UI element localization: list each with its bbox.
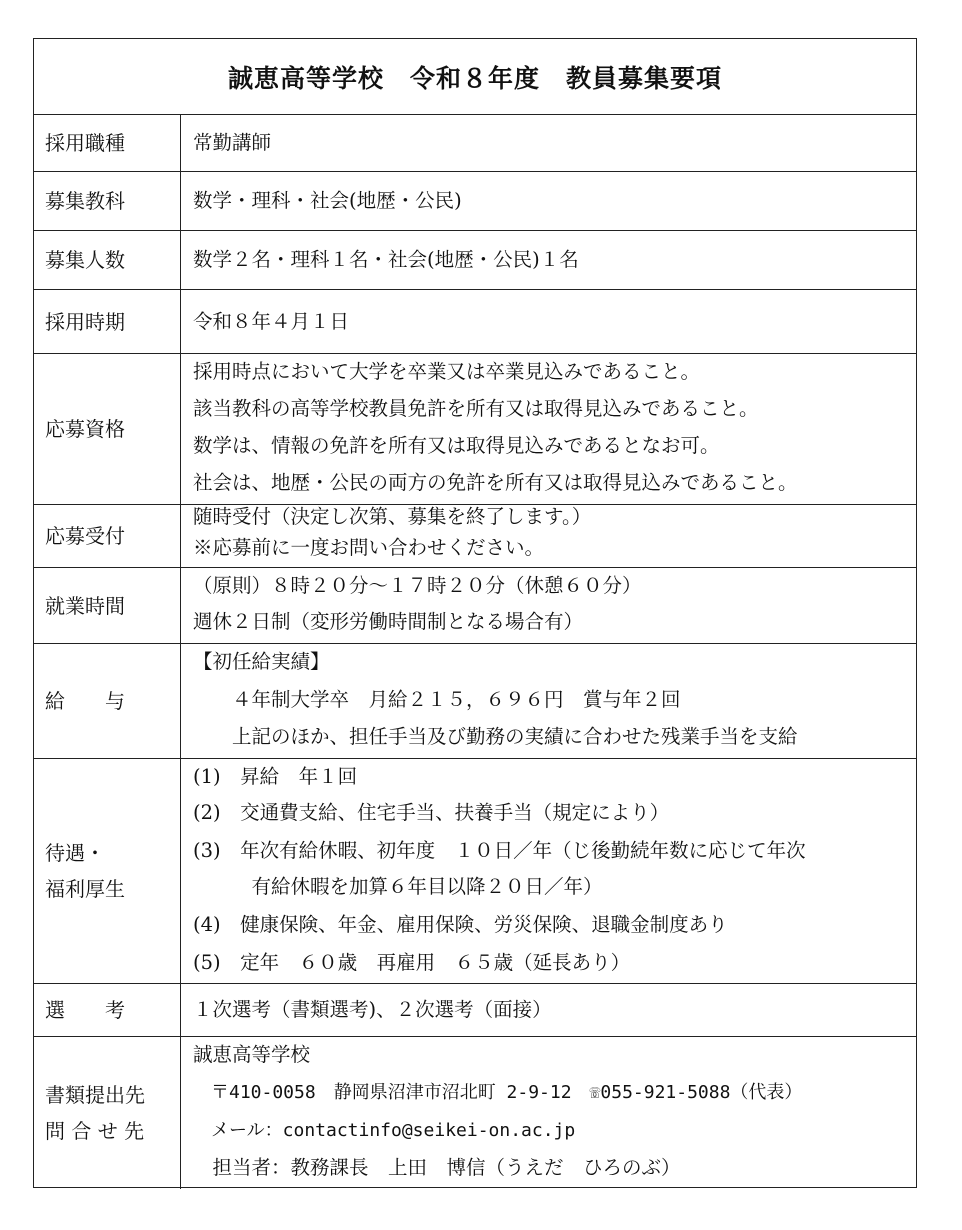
content-line: (1) 昇給 年１回 xyxy=(193,765,358,788)
row-content xyxy=(181,354,916,504)
row-content xyxy=(181,644,916,758)
row-benefits xyxy=(34,759,916,984)
row-label xyxy=(34,172,181,230)
content-line: 上記のほか、担任手当及び勤務の実績に合わせた残業手当を支給 xyxy=(193,725,798,748)
row-label xyxy=(34,354,181,504)
content-line: ※応募前に一度お問い合わせください。 xyxy=(193,536,545,559)
row-label xyxy=(34,505,181,567)
content-line: １次選考（書類選考)、２次選考（面接） xyxy=(193,998,552,1021)
row-content xyxy=(181,984,916,1036)
row-label xyxy=(34,984,181,1036)
content-line: 採用時点において大学を卒業又は卒業見込みであること。 xyxy=(193,360,701,383)
contact-email-line: メール：contactinfo@seikei-on.ac.jp xyxy=(193,1120,576,1141)
row-content xyxy=(181,1037,916,1189)
row-headcount xyxy=(34,231,916,290)
content-line: 数学・理科・社会(地歴・公民) xyxy=(193,189,462,212)
row-salary xyxy=(34,644,916,759)
label-text: 応募受付 xyxy=(45,524,125,548)
contact-address-line: 〒410-0058 静岡県沼津市沼北町 2-9-12 ☏055-921-5088（代表） xyxy=(193,1082,803,1103)
content-line: 【初任給実績】 xyxy=(193,650,330,673)
row-working-hours xyxy=(34,568,916,644)
label-text: 書類提出先 xyxy=(45,1083,145,1107)
row-content xyxy=(181,172,916,230)
content-line: (5) 定年 ６０歳 再雇用 ６５歳（延長あり） xyxy=(193,951,631,974)
content-line: 随時受付（決定し次第、募集を終了します。） xyxy=(193,505,592,528)
label-text: 選 考 xyxy=(45,998,125,1022)
contact-person-line: 担当者：教務課長 上田 博信（うえだ ひろのぶ） xyxy=(193,1156,681,1179)
label-text: 就業時間 xyxy=(45,593,125,618)
label-text: 福利厚生 xyxy=(45,877,125,901)
label-text: 採用時期 xyxy=(45,309,125,334)
label-text: 募集人数 xyxy=(45,248,125,272)
content-line: 数学は、情報の免許を所有又は取得見込みであるとなお可。 xyxy=(193,434,720,457)
recruitment-document xyxy=(33,38,917,1188)
row-label xyxy=(34,115,181,171)
content-line: (4) 健康保険、年金、雇用保険、労災保険、退職金制度あり xyxy=(193,913,728,936)
content-line: 常勤講師 xyxy=(193,131,272,154)
row-position-type xyxy=(34,115,916,172)
row-label xyxy=(34,568,181,643)
row-application xyxy=(34,505,916,568)
row-label xyxy=(34,1037,181,1189)
content-line: （原則）８時２０分～１７時２０分（休憩６０分） xyxy=(193,574,642,597)
content-line: 数学２名・理科１名・社会(地歴・公民)１名 xyxy=(193,248,579,271)
label-text: 応募資格 xyxy=(45,417,125,441)
label-text: 募集教科 xyxy=(45,189,125,213)
row-subjects xyxy=(34,172,916,231)
content-line: ４年制大学卒 月給２１５，６９６円 賞与年２回 xyxy=(193,688,681,711)
row-label xyxy=(34,231,181,289)
content-line: 週休２日制（変形労働時間制となる場合有） xyxy=(193,610,584,633)
row-content xyxy=(181,759,916,983)
row-qualifications xyxy=(34,354,916,505)
label-text: 待遇・ xyxy=(45,841,105,865)
label-text: 問 合 せ 先 xyxy=(45,1119,145,1143)
label-text: 採用職種 xyxy=(45,131,125,155)
content-line: (2) 交通費支給、住宅手当、扶養手当（規定により） xyxy=(193,801,670,824)
row-content xyxy=(181,505,916,567)
row-selection xyxy=(34,984,916,1037)
content-line: 社会は、地歴・公民の両方の免許を所有又は取得見込みであること。 xyxy=(193,471,798,494)
row-contact xyxy=(34,1037,916,1189)
row-label xyxy=(34,290,181,353)
content-line: 有給休暇を加算６年目以降２０日／年） xyxy=(193,875,603,898)
row-content xyxy=(181,231,916,289)
label-text: 給 与 xyxy=(45,689,125,713)
content-line: 誠恵高等学校 xyxy=(193,1043,311,1066)
row-label xyxy=(34,644,181,758)
row-content xyxy=(181,115,916,171)
row-content xyxy=(181,290,916,353)
row-content xyxy=(181,568,916,643)
content-line: (3) 年次有給休暇、初年度 １０日／年（じ後勤続年数に応じて年次 xyxy=(193,839,806,862)
content-line: 該当教科の高等学校教員免許を所有又は取得見込みであること。 xyxy=(193,397,759,420)
content-line: 令和８年４月１日 xyxy=(193,310,350,333)
row-label xyxy=(34,759,181,983)
document-title: 誠恵高等学校 令和８年度 教員募集要項 xyxy=(34,39,916,115)
row-start-date xyxy=(34,290,916,354)
